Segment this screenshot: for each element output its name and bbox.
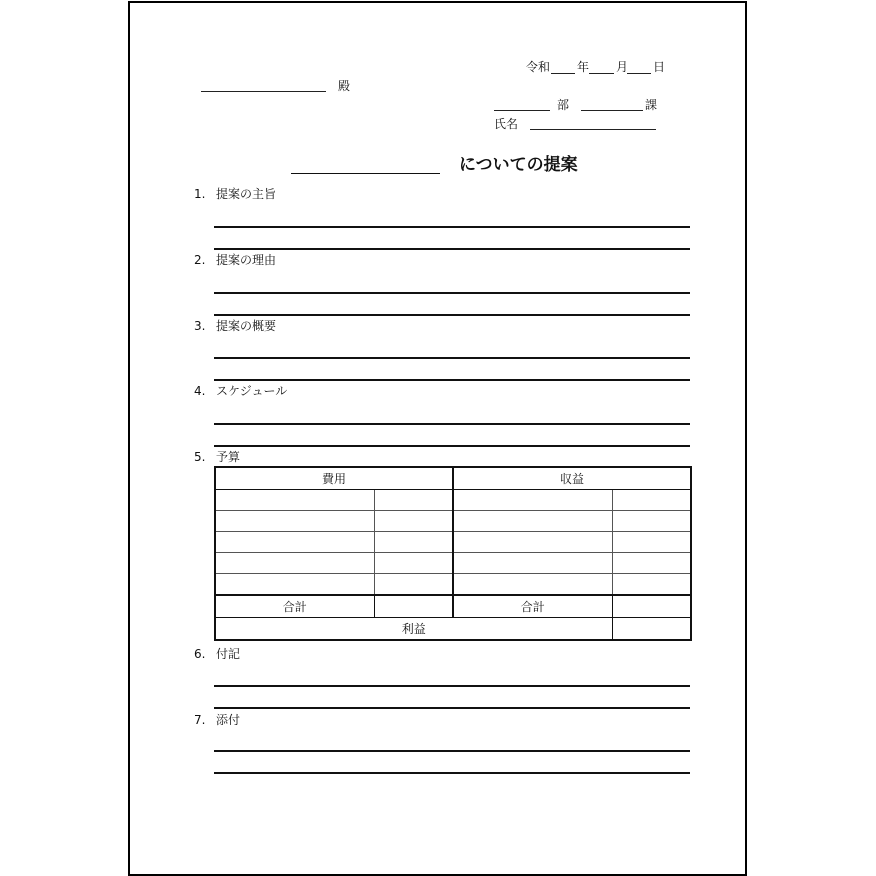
section-label: 課 bbox=[645, 98, 658, 112]
name-label: 氏名 bbox=[494, 117, 519, 131]
table-row bbox=[215, 532, 691, 553]
income-item-cell[interactable] bbox=[453, 574, 612, 596]
expense-item-cell[interactable] bbox=[215, 532, 374, 553]
income-amount-cell[interactable] bbox=[612, 490, 691, 511]
section-7-line[interactable] bbox=[214, 750, 690, 752]
date-month-label: 月 bbox=[616, 60, 629, 74]
expense-amount-cell[interactable] bbox=[374, 490, 453, 511]
section-4-line[interactable] bbox=[214, 423, 690, 425]
expense-amount-cell[interactable] bbox=[374, 511, 453, 532]
table-row bbox=[215, 574, 691, 596]
income-header: 収益 bbox=[453, 467, 691, 490]
budget-profit-row bbox=[215, 618, 691, 641]
income-amount-cell[interactable] bbox=[612, 553, 691, 574]
profit-label: 利益 bbox=[215, 618, 612, 641]
section-7-number: 7. bbox=[194, 713, 206, 727]
income-total-label: 合計 bbox=[453, 595, 612, 618]
expense-header: 費用 bbox=[215, 467, 453, 490]
section-4-number: 4. bbox=[194, 384, 206, 398]
section-4-label: スケジュール bbox=[216, 384, 288, 398]
section-6-label: 付記 bbox=[216, 647, 241, 661]
proposal-subject-field[interactable] bbox=[291, 173, 440, 174]
expense-amount-cell[interactable] bbox=[374, 574, 453, 596]
month-field[interactable] bbox=[589, 73, 614, 74]
table-row bbox=[215, 553, 691, 574]
table-row bbox=[215, 511, 691, 532]
income-amount-cell[interactable] bbox=[612, 532, 691, 553]
name-field[interactable] bbox=[530, 129, 656, 130]
profit-cell[interactable] bbox=[612, 618, 691, 641]
section-2-label: 提案の理由 bbox=[216, 253, 277, 267]
section-7-line[interactable] bbox=[214, 772, 690, 774]
income-item-cell[interactable] bbox=[453, 553, 612, 574]
addressee-suffix: 殿 bbox=[338, 79, 351, 93]
table-row bbox=[215, 490, 691, 511]
section-6-number: 6. bbox=[194, 647, 206, 661]
date-era: 令和 bbox=[526, 60, 551, 74]
budget-total-row bbox=[215, 595, 691, 618]
department-label: 部 bbox=[557, 98, 570, 112]
date-day-label: 日 bbox=[653, 60, 666, 74]
expense-amount-cell[interactable] bbox=[374, 553, 453, 574]
section-1-line[interactable] bbox=[214, 248, 690, 250]
section-6-line[interactable] bbox=[214, 707, 690, 709]
section-3-number: 3. bbox=[194, 319, 206, 333]
income-item-cell[interactable] bbox=[453, 532, 612, 553]
addressee-field[interactable] bbox=[201, 91, 326, 92]
year-field[interactable] bbox=[551, 73, 575, 74]
income-total-cell[interactable] bbox=[612, 595, 691, 618]
income-item-cell[interactable] bbox=[453, 490, 612, 511]
expense-item-cell[interactable] bbox=[215, 490, 374, 511]
section-2-line[interactable] bbox=[214, 314, 690, 316]
expense-amount-cell[interactable] bbox=[374, 532, 453, 553]
income-amount-cell[interactable] bbox=[612, 511, 691, 532]
section-5-number: 5. bbox=[194, 450, 206, 464]
day-field[interactable] bbox=[627, 73, 651, 74]
section-2-line[interactable] bbox=[214, 292, 690, 294]
section-1-line[interactable] bbox=[214, 226, 690, 228]
page-title: についての提案 bbox=[459, 155, 578, 175]
date-year-label: 年 bbox=[577, 60, 590, 74]
expense-item-cell[interactable] bbox=[215, 574, 374, 596]
section-2-number: 2. bbox=[194, 253, 206, 267]
proposal-form-page bbox=[128, 1, 747, 876]
section-3-line[interactable] bbox=[214, 357, 690, 359]
expense-item-cell[interactable] bbox=[215, 511, 374, 532]
section-field[interactable] bbox=[581, 110, 643, 111]
income-amount-cell[interactable] bbox=[612, 574, 691, 596]
income-item-cell[interactable] bbox=[453, 511, 612, 532]
section-1-number: 1. bbox=[194, 187, 206, 201]
budget-table bbox=[214, 466, 692, 641]
expense-total-label: 合計 bbox=[215, 595, 374, 618]
section-4-line[interactable] bbox=[214, 445, 690, 447]
section-1-label: 提案の主旨 bbox=[216, 187, 277, 201]
section-3-line[interactable] bbox=[214, 379, 690, 381]
budget-header-row bbox=[215, 467, 691, 490]
section-5-label: 予算 bbox=[216, 450, 241, 464]
expense-item-cell[interactable] bbox=[215, 553, 374, 574]
department-field[interactable] bbox=[494, 110, 550, 111]
expense-total-cell[interactable] bbox=[374, 595, 453, 618]
section-3-label: 提案の概要 bbox=[216, 319, 277, 333]
section-7-label: 添付 bbox=[216, 713, 241, 727]
section-6-line[interactable] bbox=[214, 685, 690, 687]
